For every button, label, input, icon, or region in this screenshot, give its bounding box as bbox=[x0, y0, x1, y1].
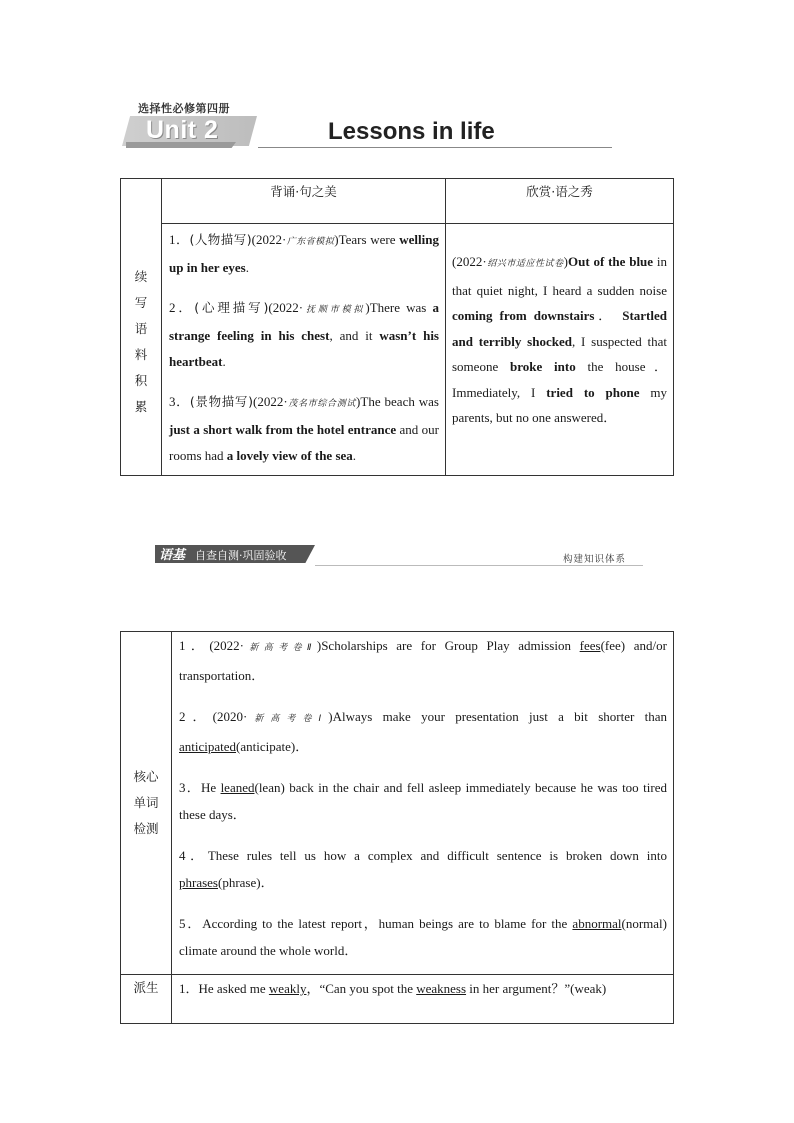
source-year: (2022· bbox=[209, 638, 244, 653]
vocabulary-check-table bbox=[120, 631, 674, 1024]
side-char: 料 bbox=[134, 346, 148, 362]
source-close: ) bbox=[316, 638, 322, 653]
item-number: 1． bbox=[169, 232, 190, 247]
item-number: 3． bbox=[179, 780, 201, 795]
sentence-text: These rules tell us how a complex and difficult sentence is broken down into bbox=[207, 848, 667, 863]
side-char: 写 bbox=[134, 294, 148, 310]
sentence-text: (phrase)． bbox=[218, 875, 274, 890]
sentence-text: The beach was bbox=[360, 394, 439, 409]
source-tag: 绍兴市适应性试卷 bbox=[486, 259, 564, 269]
source-close: ) bbox=[365, 300, 370, 315]
source-year: (2022· bbox=[268, 300, 304, 315]
unit-header bbox=[118, 98, 618, 154]
sentence-text: (fee) and/or transportation． bbox=[179, 638, 667, 683]
unit-number: Unit 2 bbox=[146, 116, 219, 144]
appreciation-cell bbox=[446, 224, 674, 476]
side-word: 单词 bbox=[133, 795, 159, 810]
key-phrase: tried to phone bbox=[546, 384, 640, 400]
sentence-text: ，“Can you spot the bbox=[306, 981, 417, 996]
side-word: 检测 bbox=[133, 821, 159, 836]
sentence-text: There was bbox=[369, 300, 433, 315]
list-item bbox=[179, 842, 667, 896]
item-number: 5． bbox=[179, 916, 203, 931]
sentence-text: . bbox=[352, 448, 357, 463]
header-rule bbox=[258, 147, 612, 148]
sentence-text: He asked me bbox=[198, 981, 269, 996]
side-char: 续 bbox=[134, 268, 148, 284]
source-close: ) bbox=[328, 709, 333, 724]
answer-word: phrases bbox=[179, 875, 218, 890]
page-title: Lessons in life bbox=[328, 118, 495, 145]
key-phrase: Startled and terribly shocked bbox=[452, 308, 667, 349]
recite-cell bbox=[162, 224, 446, 476]
key-phrase: a strange feeling in his chest bbox=[169, 300, 439, 343]
answer-word: anticipated bbox=[179, 739, 237, 754]
banner-rule bbox=[315, 565, 643, 566]
source-close: ) bbox=[563, 254, 568, 269]
side-char: 累 bbox=[134, 398, 148, 414]
list-item bbox=[169, 295, 439, 375]
writing-materials-table bbox=[120, 178, 674, 476]
item-type: (人物描写) bbox=[189, 232, 252, 247]
key-phrase: coming from downstairs bbox=[452, 308, 595, 323]
banner-right-label: 构建知识体系 bbox=[563, 554, 627, 565]
banner-keyword: 语基 bbox=[159, 548, 186, 563]
list-item bbox=[179, 774, 667, 828]
list-item bbox=[179, 703, 667, 760]
sentence-text: Always make your presentation just a bit shorter than bbox=[332, 709, 667, 724]
sentence-text: According to the latest report，human beings are to blame for the bbox=[202, 916, 573, 931]
derivation-cell bbox=[172, 975, 674, 1024]
sentence-text: Tears were bbox=[338, 232, 400, 247]
key-phrase: just a short walk from the hotel entrance bbox=[169, 422, 397, 437]
side-label-core-words bbox=[121, 632, 172, 975]
sentence-text: He bbox=[200, 780, 221, 795]
key-phrase: broke into bbox=[510, 359, 576, 374]
key-phrase: Out of the blue bbox=[567, 254, 654, 269]
side-char: 积 bbox=[134, 372, 148, 388]
item-number: 2． bbox=[179, 709, 213, 724]
source-tag: 新高考卷Ⅱ bbox=[243, 643, 317, 653]
source-tag: 新高考卷Ⅰ bbox=[247, 714, 329, 724]
side-word: 核心 bbox=[133, 769, 159, 784]
item-number: 3． bbox=[169, 394, 190, 409]
item-number: 1． bbox=[179, 981, 199, 996]
passage-text: in that quiet night, I heard a sudden noise bbox=[452, 254, 667, 298]
answer-word: weakness bbox=[416, 981, 467, 996]
book-series-label: 选择性必修第四册 bbox=[138, 102, 230, 115]
sentence-text: . bbox=[245, 260, 249, 275]
list-item bbox=[169, 389, 439, 469]
key-phrase: a lovely view of the sea bbox=[226, 448, 353, 463]
source-close: ) bbox=[334, 232, 339, 247]
source-tag: 广东省模拟 bbox=[286, 237, 335, 247]
source-year: (2022· bbox=[252, 394, 288, 409]
passage-text: my parents, but no one answered． bbox=[452, 384, 667, 425]
key-phrase: wasn’t his heartbeat bbox=[169, 328, 439, 369]
answer-word: abnormal bbox=[572, 916, 622, 931]
sentence-text: , and it bbox=[329, 328, 380, 343]
item-type: (心理描写) bbox=[194, 300, 269, 315]
column-header-appreciate: 欣赏·语之秀 bbox=[446, 179, 674, 224]
list-item bbox=[169, 227, 439, 281]
source-tag: 抚顺市模拟 bbox=[303, 305, 366, 315]
source-year: (2022· bbox=[452, 254, 487, 269]
sentence-text: (anticipate)． bbox=[236, 739, 309, 754]
answer-word: fees bbox=[579, 638, 601, 653]
passage-text: the house． Immediately, I bbox=[452, 359, 668, 400]
item-number: 2． bbox=[169, 300, 195, 315]
sentence-text: and our rooms had bbox=[169, 422, 439, 463]
source-close: ) bbox=[356, 394, 361, 409]
section-banner bbox=[155, 543, 645, 567]
passage-text: ． bbox=[594, 308, 623, 323]
sentence-text: Scholarships are for Group Play admission bbox=[321, 638, 580, 653]
side-label-continuation-writing bbox=[121, 179, 162, 476]
source-tag: 茂名市综合测试 bbox=[287, 399, 357, 409]
source-year: (2020· bbox=[212, 709, 248, 724]
source-year: (2022· bbox=[251, 232, 287, 247]
list-item bbox=[179, 910, 667, 964]
item-type: (景物描写) bbox=[189, 394, 253, 409]
answer-word: leaned bbox=[220, 780, 255, 795]
sentence-text: (normal) climate around the whole world． bbox=[179, 916, 667, 958]
sentence-text: in her argument？”(weak) bbox=[466, 981, 607, 996]
key-phrase: welling up in her eyes bbox=[169, 232, 439, 275]
side-char: 语 bbox=[134, 320, 148, 336]
side-label-derivation: 派生 bbox=[121, 975, 172, 1024]
item-number: 4． bbox=[179, 848, 208, 863]
answer-word: weakly bbox=[268, 981, 307, 996]
passage-text: , I suspected that someone bbox=[452, 333, 668, 374]
item-number: 1． bbox=[179, 638, 210, 653]
column-header-recite: 背诵·句之美 bbox=[162, 179, 446, 224]
list-item bbox=[179, 632, 667, 689]
core-words-cell bbox=[172, 632, 674, 975]
sentence-text: . bbox=[222, 354, 226, 369]
banner-subtitle: 自查自测·巩固验收 bbox=[195, 549, 287, 562]
sentence-text: (lean) back in the chair and fell asleep immediately because he was too tired these days． bbox=[179, 780, 667, 822]
